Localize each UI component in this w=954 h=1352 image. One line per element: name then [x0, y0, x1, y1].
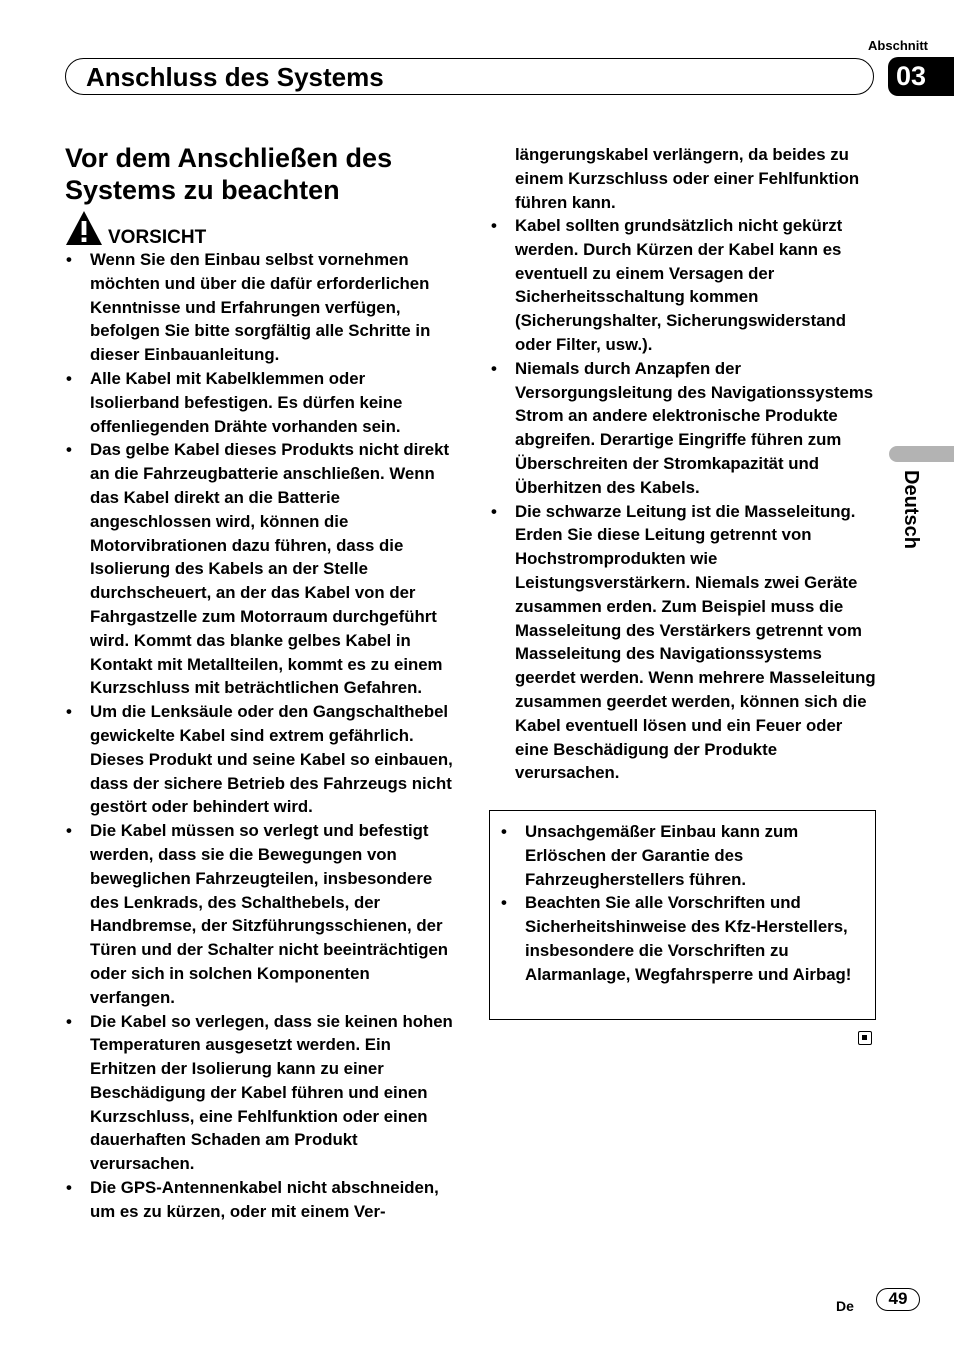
end-of-section-icon	[858, 1031, 872, 1045]
list-item: • Die GPS-Antennenkabel nicht abschneiden, um es zu kürzen, oder mit einem Ver-	[65, 1176, 455, 1224]
list-item: • Das gelbe Kabel dieses Produkts nicht direkt an die Fahrzeugbatterie anschließen. Wenn das Kabel direkt an die Batterie angeschlossen wird, können die Motorvibrationen dazu führen, dass die Isolierung des Kabels an der Stelle durchscheuert, an der das Kabel von der Fahrgastzelle zum Motorraum durchgeführt wird. Kommt das blanke gelbes Kabel in Kontakt mit Metallteilen, kommt es zu einem Kurzschluss mit beträchtlichen Gefahren.	[65, 438, 455, 700]
section-number-badge: 03	[888, 57, 954, 96]
list-item: • Unsachgemäßer Einbau kann zum Erlöschen der Garantie des Fahrzeugherstellers führen.	[500, 820, 860, 891]
page-title-line-2: Systems zu beachten	[65, 175, 340, 205]
language-label: Deutsch	[900, 470, 922, 549]
list-item: • Niemals durch Anzapfen der Versorgungsleitung des Navigationssystems Strom an andere elektronische Produkte abgreifen. Derartige Eingriffe führen zum Überschreiten der Stromkapazität und Überhitzen des Kabels.	[490, 357, 880, 500]
language-tab	[889, 446, 954, 462]
page-number: 49	[876, 1288, 920, 1311]
list-item: • Alle Kabel mit Kabelklemmen oder Isolierband befestigen. Es dürfen keine offenliegenden Drähte vorhanden sein.	[65, 367, 455, 438]
caution-header	[65, 210, 365, 248]
page-title	[65, 142, 465, 206]
section-title-bar	[65, 58, 874, 95]
caution-label: VORSICHT	[108, 227, 207, 248]
warning-triangle-icon	[65, 210, 103, 246]
abschnitt-label: Abschnitt	[868, 38, 928, 53]
footer-language: De	[836, 1298, 854, 1314]
notice-list	[500, 820, 860, 987]
list-item: • Die Kabel müssen so verlegt und befestigt werden, dass sie die Bewegungen von beweglichen Fahrzeugteilen, insbesondere des Lenkrads, des Schalthebels, der Handbremse, der Sitzführungsschienen, der Türen und der Schalter nicht beeinträchtigen oder sich in solchen Komponenten verfangen.	[65, 819, 455, 1009]
list-item: • Die schwarze Leitung ist die Masseleitung. Erden Sie diese Leitung getrennt von Hochstromprodukten wie Leistungsverstärkern. Niemals zwei Geräte zusammen erden. Zum Beispiel muss die Masseleitung des Verstärkers getrennt vom Masseleitung des Navigationssystems geerdet werden. Wenn mehrere Masseleitung zusammen geerdet werden, können sich die Kabel eventuell lösen und ein Feuer oder eine Beschädigung der Produkte verursachen.	[490, 500, 880, 786]
list-item: • Beachten Sie alle Vorschriften und Sicherheitshinweise des Kfz-Herstellers, insbesondere die Vorschriften zu Alarmanlage, Wegfahrsperre und Airbag!	[500, 891, 860, 986]
right-column	[490, 214, 880, 785]
list-item: • Wenn Sie den Einbau selbst vornehmen möchten und über die dafür erforderlichen Kenntnisse und Erfahrungen verfügen, befolgen Sie bitte sorgfältig alle Schritte in dieser Einbauanleitung.	[65, 248, 455, 367]
caution-list-left	[65, 248, 455, 1224]
language-tab-label	[888, 470, 922, 555]
list-item-continuation: längerungskabel verlängern, da beides zu einem Kurzschluss oder einer Fehlfunktion führen kann.	[515, 145, 860, 212]
list-item: • Um die Lenksäule oder den Gangschalthebel gewickelte Kabel sind extrem gefährlich. Dieses Produkt und seine Kabel so einbauen, dass der sichere Betrieb des Fahrzeugs nicht gestört oder behindert wird.	[65, 700, 455, 819]
notice-box	[489, 810, 876, 1020]
section-title: Anschluss des Systems	[86, 62, 384, 92]
caution-list-right	[490, 214, 880, 785]
left-column	[65, 248, 455, 1224]
list-item: • Die Kabel so verlegen, dass sie keinen hohen Temperaturen ausgesetzt werden. Ein Erhitzen der Isolierung kann zu einer Beschädigung der Kabel führen und einen Kurzschluss, eine Fehlfunktion oder einen dauerhaften Schaden am Produkt verursachen.	[65, 1010, 455, 1177]
page-title-line-1: Vor dem Anschließen des	[65, 143, 393, 173]
list-item: • Kabel sollten grundsätzlich nicht gekürzt werden. Durch Kürzen der Kabel kann es eventuell zu einem Versagen der Sicherheitsschaltung kommen (Sicherungshalter, Sicherungswiderstand oder Filter, usw.).	[490, 214, 880, 357]
